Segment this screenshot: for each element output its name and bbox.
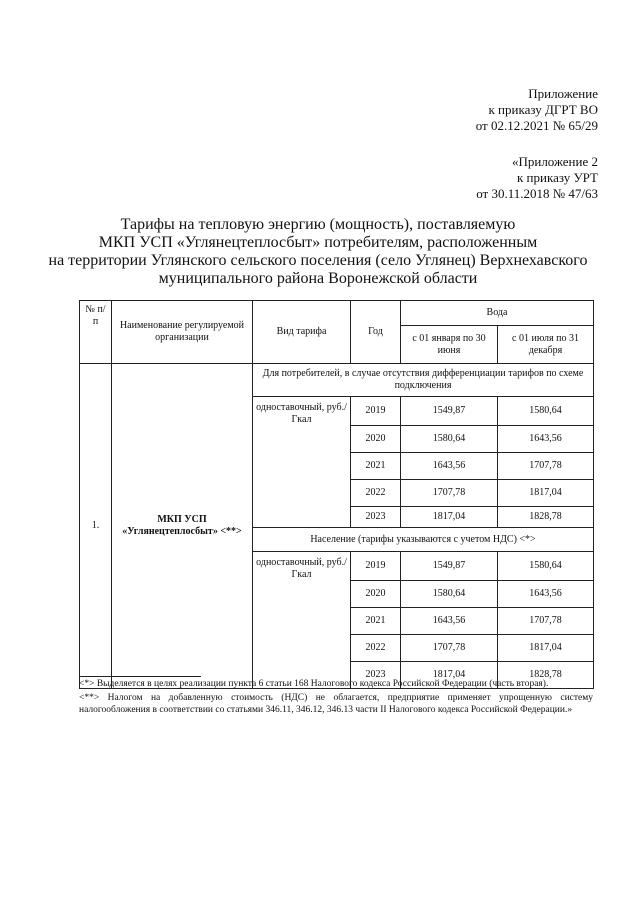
footnotes: [79, 678, 593, 718]
tariff-table: [79, 300, 594, 689]
header-org: Наименование регулируемой организации: [112, 301, 253, 364]
section-title-row: [80, 364, 594, 397]
year-cell: 2021: [351, 453, 401, 480]
title-line: муниципального района Воронежской области: [158, 270, 478, 287]
appendix-line: Приложение: [528, 86, 598, 101]
header-water: Вода: [401, 301, 594, 326]
value-cell: 1580,64: [498, 552, 594, 581]
value-cell: 1643,56: [401, 608, 498, 635]
section-title: Для потребителей, в случае отсутствия дифференциации тарифов по схеме подключения: [253, 364, 594, 397]
document-title: [40, 216, 596, 288]
value-cell: 1817,04: [401, 507, 498, 528]
value-cell: 1707,78: [498, 453, 594, 480]
tariff-type-cell: одноставочный, руб./Гкал: [253, 552, 351, 689]
year-cell: 2023: [351, 662, 401, 689]
value-cell: 1643,56: [498, 426, 594, 453]
year-cell: 2022: [351, 635, 401, 662]
appendix-line: от 02.12.2021 № 65/29: [475, 118, 598, 133]
footnote-divider: [79, 676, 201, 677]
footnote: <*> Выделяется в целях реализации пункта 6 статьи 168 Налогового кодекса Российской Федерации (часть вторая).: [79, 679, 549, 689]
header-period-1: с 01 января по 30 июня: [401, 326, 498, 364]
value-cell: 1643,56: [498, 581, 594, 608]
title-line: МКП УСП «Углянецтеплосбыт» потребителям, расположенным: [98, 234, 538, 251]
value-cell: 1817,04: [498, 635, 594, 662]
value-cell: 1707,78: [401, 635, 498, 662]
year-cell: 2020: [351, 581, 401, 608]
appendix2-header: [476, 154, 598, 202]
year-cell: 2023: [351, 507, 401, 528]
appendix-line: к приказу ДГРТ ВО: [488, 102, 598, 117]
value-cell: 1707,78: [498, 608, 594, 635]
header-num: № п/п: [80, 301, 112, 364]
appendix2-line: «Приложение 2: [511, 154, 598, 169]
year-cell: 2020: [351, 426, 401, 453]
title-line: Тарифы на тепловую энергию (мощность), поставляемую: [120, 216, 516, 233]
value-cell: 1580,64: [401, 581, 498, 608]
value-cell: 1549,87: [401, 397, 498, 426]
header-tariff-type: Вид тарифа: [253, 301, 351, 364]
value-cell: 1707,78: [401, 480, 498, 507]
value-cell: 1643,56: [401, 453, 498, 480]
title-line: на территории Углянского сельского поселения (село Углянец) Верхнехавского: [48, 252, 588, 269]
section-title: Население (тарифы указываются с учетом НДС) <*>: [253, 528, 594, 552]
table-header-row: [80, 301, 594, 326]
value-cell: 1828,78: [498, 662, 594, 689]
header-period-2: с 01 июля по 31 декабря: [498, 326, 594, 364]
appendix2-line: к приказу УРТ: [516, 170, 598, 185]
value-cell: 1580,64: [498, 397, 594, 426]
value-cell: 1817,04: [498, 480, 594, 507]
row-number: 1.: [80, 364, 112, 689]
appendix2-line: от 30.11.2018 № 47/63: [476, 186, 598, 201]
value-cell: 1549,87: [401, 552, 498, 581]
value-cell: 1828,78: [498, 507, 594, 528]
value-cell: 1580,64: [401, 426, 498, 453]
footnote: <**> Налогом на добавленную стоимость (НДС) не облагается, предприятие применяет упрощенную систему налогообложения в соответствии со статьями 346.11, 346.12, 346.13 части II Налогового кодекса Российской Федерации.»: [79, 693, 593, 715]
year-cell: 2021: [351, 608, 401, 635]
org-name: МКП УСП «Углянецтеплосбыт» <**>: [112, 364, 253, 689]
tariff-type-cell: одноставочный, руб./Гкал: [253, 397, 351, 528]
appendix-header: [476, 86, 598, 134]
year-cell: 2019: [351, 397, 401, 426]
header-year: Год: [351, 301, 401, 364]
year-cell: 2022: [351, 480, 401, 507]
year-cell: 2019: [351, 552, 401, 581]
value-cell: 1817,04: [401, 662, 498, 689]
